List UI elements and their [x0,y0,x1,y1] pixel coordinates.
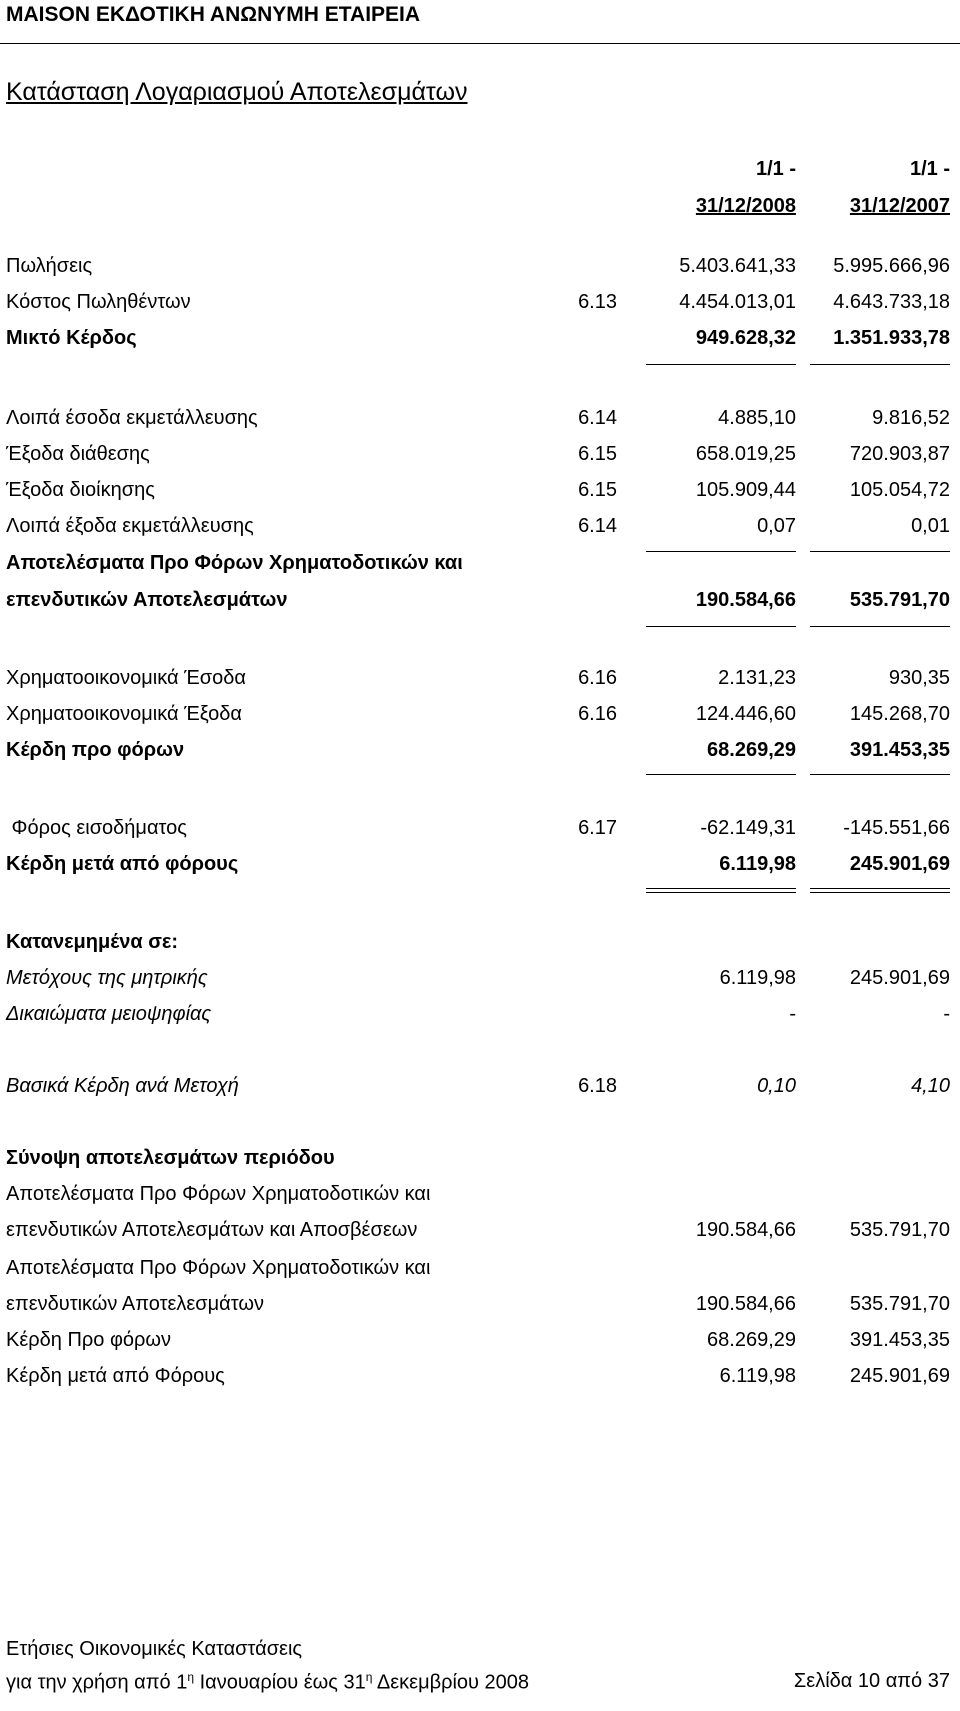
rule-2008 [646,364,796,365]
row-label: Πωλήσεις [6,255,93,277]
footer-title: Ετήσιες Οικονομικές Καταστάσεις [6,1638,303,1660]
row-label: Κόστος Πωληθέντων [6,291,191,313]
row-administrative-expenses [0,476,960,504]
value-2008: - [789,1003,796,1025]
footer-period-part: για την χρήση από 1 [6,1671,188,1694]
row-minority-interest [0,1000,960,1028]
page-number: Σελίδα 10 από 37 [793,1670,950,1692]
footer-superscript: η [365,1670,373,1684]
value-2008: 658.019,25 [695,443,796,465]
value-2007: 0,01 [911,515,950,537]
value-2007: 9.816,52 [872,407,950,429]
row-label: Μικτό Κέρδος [6,327,137,349]
value-2007: 245.901,69 [849,1365,950,1387]
document-header [0,0,960,44]
page-title: Κατάσταση Λογαριασμού Αποτελεσμάτων [6,78,468,106]
row-income-tax [0,814,960,842]
value-2007: 245.901,69 [849,967,950,989]
value-2007: - [943,1003,950,1025]
row-label: Χρηματοοικονομικά Έξοδα [6,703,242,725]
value-2007: 720.903,87 [849,443,950,465]
footer-period-part: Δεκεμβρίου 2008 [372,1671,530,1694]
value-2007: 535.791,70 [849,589,950,611]
row-label: Κέρδη μετά από Φόρους [6,1365,225,1387]
value-2007: 245.901,69 [849,853,950,875]
row-note: 6.16 [578,703,617,725]
value-2008: 190.584,66 [695,1219,796,1241]
row-profit-before-tax [0,736,960,764]
value-2008: 0,10 [757,1075,796,1097]
column-header-2007-line2: 31/12/2007 [849,195,950,217]
column-header-2008-line1: 1/1 - [755,158,796,180]
row-sum-pbt [0,1326,960,1354]
value-2007: -145.551,66 [843,817,950,839]
row-label: Αποτελέσματα Προ Φόρων Χρηματοδοτικών και [6,1257,431,1279]
rule-2008 [646,626,796,627]
value-2007: 145.268,70 [849,703,950,725]
rule-2007 [810,774,950,775]
row-label: Αποτελέσματα Προ Φόρων Χρηματοδοτικών και [6,552,463,574]
row-note: 6.14 [578,407,617,429]
row-sum-ebit [0,1290,960,1318]
row-label: Δικαιώματα μειοψηφίας [6,1003,212,1025]
row-ebit [0,586,960,614]
row-note: 6.15 [578,443,617,465]
row-note: 6.14 [578,515,617,537]
value-2007: 391.453,35 [849,739,950,761]
double-rule-2007 [810,888,950,893]
value-2008: 6.119,98 [719,1365,796,1387]
row-label: Λοιπά έσοδα εκμετάλλευσης [6,407,258,429]
value-2008: 6.119,98 [719,967,796,989]
rule-2008 [646,774,796,775]
row-label: Βασικά Κέρδη ανά Μετοχή [6,1075,239,1097]
value-2008: 68.269,29 [707,1329,796,1351]
value-2007: 930,35 [888,667,950,689]
row-other-operating-expenses [0,512,960,540]
row-label: επενδυτικών Αποτελεσμάτων και Αποσβέσεων [6,1219,418,1241]
row-label: Σύνοψη αποτελεσμάτων περιόδου [6,1147,335,1169]
row-label: Έξοδα διάθεσης [6,443,150,465]
value-2008: 4.454.013,01 [679,291,796,313]
row-label: επενδυτικών Αποτελεσμάτων [6,589,288,611]
row-sum-pat [0,1362,960,1390]
value-2007: 535.791,70 [849,1219,950,1241]
value-2008: -62.149,31 [700,817,796,839]
footer-period-part: Ιανουαρίου έως 31 [194,1671,366,1694]
double-rule-2008 [646,888,796,893]
row-profit-after-tax [0,850,960,878]
row-finance-expenses [0,700,960,728]
value-2007: 391.453,35 [849,1329,950,1351]
row-sales [0,252,960,280]
row-finance-income [0,664,960,692]
row-label: Κέρδη μετά από φόρους [6,853,239,875]
row-basic-eps [0,1072,960,1100]
footer-period [6,1670,529,1695]
value-2008: 4.885,10 [718,407,796,429]
row-label: επενδυτικών Αποτελεσμάτων [6,1293,264,1315]
row-note: 6.15 [578,479,617,501]
value-2008: 190.584,66 [695,1293,796,1315]
summary-title [0,1144,960,1172]
value-2007: 4.643.733,18 [833,291,950,313]
footer-superscript: η [187,1670,195,1684]
value-2008: 6.119,98 [719,853,796,875]
row-sum-ebitda [0,1216,960,1244]
value-2007: 1.351.933,78 [833,327,950,349]
row-parent-shareholders [0,964,960,992]
row-gross-profit [0,324,960,352]
row-label: Κατανεμημένα σε: [6,931,179,953]
value-2008: 949.628,32 [695,327,796,349]
value-2007: 4,10 [911,1075,950,1097]
row-label: Λοιπά έξοδα εκμετάλλευσης [6,515,254,537]
company-name: MAISON ΕΚΔΟΤΙΚΗ ΑΝΩΝΥΜΗ ΕΤΑΙΡΕΙΑ [6,3,421,26]
row-sum-ebitda-line1 [0,1180,960,1208]
row-ebit-line1 [0,549,960,577]
value-2008: 190.584,66 [695,589,796,611]
column-header-2007-line1: 1/1 - [909,158,950,180]
value-2008: 0,07 [757,515,796,537]
row-note: 6.16 [578,667,617,689]
row-other-operating-income [0,404,960,432]
value-2008: 2.131,23 [718,667,796,689]
value-2007: 105.054,72 [849,479,950,501]
value-2008: 105.909,44 [695,479,796,501]
value-2008: 68.269,29 [707,739,796,761]
row-label: Αποτελέσματα Προ Φόρων Χρηματοδοτικών και [6,1183,431,1205]
rule-2007 [810,626,950,627]
value-2008: 124.446,60 [695,703,796,725]
value-2007: 535.791,70 [849,1293,950,1315]
row-label: Φόρος εισοδήματος [6,817,187,839]
row-note: 6.18 [578,1075,617,1097]
row-label: Μετόχους της μητρικής [6,967,208,989]
row-cost-of-sales [0,288,960,316]
value-2008: 5.403.641,33 [679,255,796,277]
row-label: Κέρδη προ φόρων [6,739,185,761]
row-note: 6.17 [578,817,617,839]
row-label: Χρηματοοικονομικά Έσοδα [6,667,246,689]
column-header-2008-line2: 31/12/2008 [695,195,796,217]
value-2007: 5.995.666,96 [833,255,950,277]
row-allocated-to [0,928,960,956]
row-label: Κέρδη Προ φόρων [6,1329,172,1351]
row-label: Έξοδα διοίκησης [6,479,155,501]
row-distribution-expenses [0,440,960,468]
row-note: 6.13 [578,291,617,313]
rule-2007 [810,364,950,365]
row-sum-ebit-line1 [0,1254,960,1282]
